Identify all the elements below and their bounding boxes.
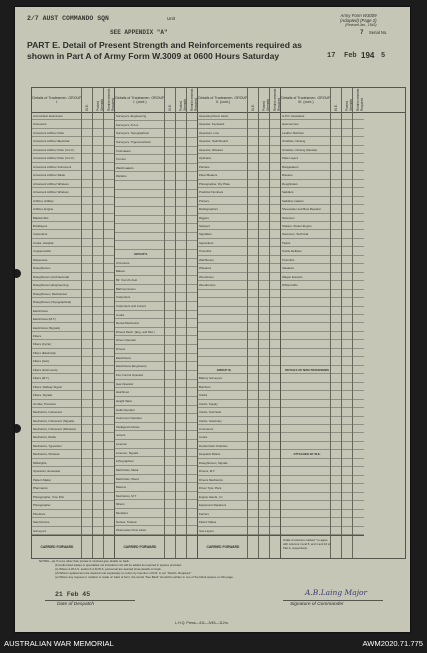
column-divider bbox=[103, 88, 104, 558]
carried-forward-values bbox=[331, 535, 364, 558]
column-divider bbox=[341, 88, 342, 558]
carried-forward-cell: Totals of columns marked * to agree with columns 4 and 5, and 1 and 10 of Part A, respectively. bbox=[281, 535, 331, 557]
printer-imprint: L.H.Q. Press—411—3/45—112m. bbox=[175, 621, 229, 625]
row-label: Armourers bbox=[116, 260, 130, 265]
notes-block bbox=[39, 560, 389, 580]
row-label: Surveyors bbox=[33, 528, 47, 533]
row-label: Wagon Erectors bbox=[282, 274, 303, 279]
carried-forward-values bbox=[248, 535, 281, 558]
row-label: Drivers, M.T. bbox=[199, 469, 216, 474]
row-label: Millwrights bbox=[33, 460, 47, 465]
row-label: Grinder, Precision bbox=[33, 401, 56, 406]
column-title: Details of Tradesmen. GROUP I. (cont.) bbox=[115, 96, 165, 104]
note-a: NOTES—(a) If more other than private is involved give details on back. bbox=[39, 559, 130, 563]
row-label: Photographer, Cine Film bbox=[33, 494, 65, 499]
row-label: Saddlers makers bbox=[282, 198, 304, 203]
row-label: Predictor Numbers bbox=[199, 190, 224, 195]
row-label: Fitters (Gun) bbox=[33, 359, 50, 364]
row-label: Bathroomsmen bbox=[116, 286, 136, 291]
column-divider bbox=[164, 88, 165, 558]
row-label: Ammunition Examiners bbox=[33, 114, 63, 118]
row-label: Fitters (Cycle) bbox=[33, 342, 51, 347]
column-title: Details of Tradesmen. GROUP III. (cont.) bbox=[281, 96, 331, 104]
carried-forward-values bbox=[165, 535, 198, 558]
row-label: Orderlies, Nursing (Mental) bbox=[282, 147, 317, 152]
note-c: (c) Where A.W.A.S. and/or A.A.M.W.S. personnel are desired show details on back. bbox=[55, 566, 162, 571]
row-label: Bakers bbox=[116, 269, 125, 274]
row-label: G.P.O. Assistants bbox=[282, 114, 305, 118]
column-divider bbox=[247, 88, 248, 558]
row-label: Draughtsmen (Engineering) bbox=[33, 283, 69, 288]
row-label: Drivers bbox=[116, 347, 126, 352]
row-label: Dental Mechanics bbox=[116, 321, 139, 326]
row-label: Battery Surveyors bbox=[199, 376, 222, 381]
row-label: Plate Layers bbox=[282, 156, 299, 161]
sub-header: Posted Strength bbox=[262, 98, 270, 111]
row-label: Surveyors, R.A.A. bbox=[116, 122, 139, 127]
row-label: Draughtsmen, Mechanical bbox=[33, 291, 67, 296]
row-label: Woodsmen bbox=[199, 274, 214, 279]
row-label: Mechanics, Radio bbox=[33, 435, 56, 440]
row-label: Armament Artificer Radio bbox=[33, 173, 66, 178]
row-label: Armament Artificer Wireless bbox=[33, 181, 69, 186]
row-label: Storemen bbox=[282, 215, 295, 220]
column-divider bbox=[352, 88, 353, 558]
despatch-line bbox=[45, 600, 135, 601]
row-label: Farriers bbox=[199, 511, 209, 516]
column-divider bbox=[197, 88, 198, 558]
document-sheet bbox=[15, 7, 410, 632]
row-label: Orderlies, Nursing bbox=[282, 139, 306, 144]
row-label: Pattern Maker bbox=[33, 477, 52, 482]
row-label: Panel Beaters bbox=[199, 173, 218, 178]
row-label: Gas Operator bbox=[116, 381, 134, 386]
row-label: Machinists, Metal bbox=[116, 467, 139, 472]
row-label: Fire Control Operator bbox=[116, 372, 144, 377]
row-label: Concretors bbox=[199, 427, 214, 432]
row-label: Stokers, Stoker Engine bbox=[282, 223, 312, 228]
unit-label: Unit bbox=[167, 16, 176, 21]
column-divider bbox=[81, 88, 82, 558]
row-label: Armament Artificer Wireless bbox=[33, 190, 69, 195]
row-label: Hatchmen bbox=[116, 390, 130, 395]
row-label: Operator, Switchboard bbox=[199, 139, 228, 144]
unit-name: 2/7 AUST COMMANDO SQN bbox=[27, 15, 109, 22]
row-label: Surveyors, Trigonometrical bbox=[116, 139, 151, 144]
column-divider bbox=[280, 88, 281, 558]
row-label: Cooks bbox=[116, 312, 125, 317]
commander-signature: A.B.Laing Major bbox=[305, 588, 368, 597]
row-label: Holla Operator bbox=[116, 407, 135, 412]
row-label: Fitters, Signals bbox=[33, 393, 53, 398]
row-label: GROUP III. bbox=[216, 367, 232, 372]
despatch-label: Date of Despatch bbox=[57, 602, 95, 607]
row-label: Mechanics, Instrument (Signals) bbox=[33, 418, 75, 423]
row-label: Instrument Operator bbox=[116, 416, 142, 421]
row-label: Nurses, Trained bbox=[116, 519, 137, 524]
row-label: Artificer, Artillery bbox=[33, 198, 54, 203]
row-label: Painters bbox=[199, 164, 210, 169]
date-year-digit: 5 bbox=[381, 52, 386, 60]
row-label: Fitters' Mates bbox=[199, 520, 217, 525]
carried-forward-cell: CARRIED FORWARD bbox=[32, 535, 82, 558]
row-label: Riggers bbox=[199, 215, 209, 220]
row-label: Clerks, Veterinary bbox=[199, 418, 222, 423]
row-label: Electricians (M.T.) bbox=[33, 317, 56, 322]
row-label: Operating Room Assts. bbox=[199, 114, 229, 118]
row-label: Fitters, Railway Signal bbox=[33, 384, 62, 389]
row-label: Armament Artificer Instrument bbox=[33, 164, 72, 169]
sub-header: W.E. bbox=[85, 104, 89, 111]
column-divider bbox=[186, 88, 187, 558]
serial-number-label: Serial No. bbox=[369, 30, 388, 35]
row-label: Miners bbox=[116, 502, 125, 507]
row-label: Operator, Wireless bbox=[199, 147, 223, 152]
appendix-note: SEE APPENDIX "A" bbox=[110, 29, 168, 36]
sub-header: Reinforcements Required bbox=[107, 88, 115, 111]
punch-hole bbox=[15, 269, 21, 278]
carried-forward-cell: CARRIED FORWARD bbox=[115, 535, 165, 558]
form-title: PART E. Detail of Present Strength and Reinforcements required as shown in Part A of Army Form W.3009 at 0600 Hours Saturday bbox=[27, 40, 302, 61]
row-label: Fitters (M.T.) bbox=[33, 376, 50, 381]
row-label: Height Taker bbox=[116, 398, 133, 403]
row-label: Driver Tpts. Plant bbox=[199, 486, 222, 491]
row-label: Clerks bbox=[199, 393, 208, 398]
row-label: Hammermen bbox=[282, 122, 299, 127]
row-label: Photographer, Dry Plate bbox=[199, 181, 230, 186]
row-label: Electricians bbox=[33, 308, 48, 313]
row-label: Linemen bbox=[116, 442, 128, 447]
row-label: Linemen, Signals bbox=[116, 450, 139, 455]
row-label: Carpenters bbox=[116, 295, 131, 300]
row-label: Watchmakers bbox=[116, 165, 134, 170]
row-label: Cooks, Hospital bbox=[33, 240, 54, 245]
row-label: Welders bbox=[116, 174, 127, 179]
row-label: Rangetakers bbox=[282, 164, 299, 169]
row-label: Saw Doctors bbox=[33, 520, 50, 525]
row-label: Butchers bbox=[199, 384, 211, 389]
row-label: Machinists, Wood bbox=[116, 476, 139, 481]
row-label: Draughtsmen (Architectural) bbox=[33, 274, 70, 279]
note-d: (d) Where replacement are desired note separately on return by insertion of R.R. in col. "Reinfs. Required." bbox=[55, 570, 192, 575]
row-label: Fitters (Electrical) bbox=[33, 350, 56, 355]
row-label: Textile Refitters bbox=[282, 249, 302, 254]
row-label: Lithographers bbox=[116, 459, 134, 464]
sub-header: W.E. bbox=[168, 104, 172, 111]
sub-header: Posted Strength bbox=[96, 98, 104, 111]
archive-label-left: AUSTRALIAN WAR MEMORIAL bbox=[4, 639, 114, 648]
row-label: Observation Post Assts. bbox=[116, 528, 147, 533]
row-label: Plumbers bbox=[33, 511, 46, 516]
row-label: Draughtsmen bbox=[33, 266, 51, 271]
row-label: Draughtsmen (Topographical) bbox=[33, 300, 72, 305]
row-label: Clerks, Technical bbox=[199, 410, 221, 415]
column-divider bbox=[175, 88, 176, 558]
row-label: Valuators bbox=[282, 266, 294, 271]
archive-label-right: AWM2020.71.775 bbox=[362, 639, 423, 648]
row-label: Armament Artificer Fitter bbox=[33, 130, 65, 135]
row-label: Armament Artificer Electrical bbox=[33, 139, 70, 144]
date-year: 194 bbox=[361, 51, 375, 60]
row-label: Wheelers bbox=[199, 266, 212, 271]
row-label: Signallers bbox=[199, 232, 212, 237]
row-label: Sawyers bbox=[199, 223, 211, 228]
row-label: ATTACHED BY W.E. bbox=[293, 452, 321, 457]
row-label: Fitters bbox=[33, 333, 42, 338]
row-label: Leather Stitchers bbox=[282, 130, 304, 135]
row-label: Signwriters bbox=[199, 240, 214, 245]
row-label: Gas Layers bbox=[199, 528, 214, 533]
punch-hole bbox=[15, 424, 21, 433]
row-label: Mechanics, Typewriter bbox=[33, 443, 62, 448]
row-label: Joiners bbox=[116, 433, 126, 438]
row-label: Electricians (Engineers) bbox=[116, 364, 147, 369]
row-label: Dental Clerk Orderlies bbox=[199, 443, 228, 448]
sub-header: Posted Strength bbox=[345, 98, 353, 111]
row-label: Armourers bbox=[33, 122, 47, 127]
row-label: Artificer, Engine bbox=[33, 207, 54, 212]
column-divider bbox=[114, 88, 115, 558]
sub-header: Reinforcements Required bbox=[273, 88, 281, 111]
row-label: Wall Borers bbox=[199, 257, 214, 262]
row-label: Electricians (Signals) bbox=[33, 325, 60, 330]
signature-label: Signature of Commander bbox=[290, 602, 344, 607]
sub-header: Posted Strength bbox=[179, 98, 187, 111]
form-reference bbox=[340, 13, 377, 28]
row-label: Mechanics, Instrument bbox=[33, 410, 63, 415]
row-label: Surveyors, Engineering bbox=[116, 114, 147, 118]
row-label: Toolmakers bbox=[116, 148, 131, 153]
row-label: Driver-Operator bbox=[116, 338, 137, 343]
row-label: Electricians bbox=[116, 355, 131, 360]
sub-header: W.E. bbox=[251, 104, 255, 111]
row-label: Despatch Riders bbox=[199, 452, 221, 457]
row-label: Mechanics, Wireless bbox=[33, 452, 60, 457]
column-title: Details of Tradesmen. GROUP II. (cont.) bbox=[198, 96, 248, 104]
row-label: Cooks bbox=[199, 435, 208, 440]
row-label: Blr. Comd's Asst. bbox=[116, 278, 138, 283]
sub-header: Reinforcements Required bbox=[190, 88, 198, 111]
row-label: Drivers Mechanics bbox=[199, 477, 223, 482]
row-label: Coppersmiths bbox=[33, 249, 51, 254]
row-label: Surveyors, Topographical bbox=[116, 131, 149, 136]
row-label: Mechanics, M.T. bbox=[116, 493, 137, 498]
column-title: Details of Tradesmen. GROUP I. bbox=[32, 96, 82, 104]
strength-table bbox=[31, 87, 406, 559]
date-day: 17 bbox=[327, 52, 336, 60]
row-label: Bricklayers bbox=[33, 223, 48, 228]
row-label: Radiographers bbox=[199, 207, 218, 212]
serial-number-value: 7 bbox=[360, 29, 364, 36]
row-label: Whitesmiths bbox=[282, 283, 298, 288]
column-divider bbox=[92, 88, 93, 558]
row-label: Tinsmiths bbox=[199, 249, 212, 254]
row-label: Mechanics, Instrument (Wireless) bbox=[33, 427, 76, 432]
row-label: Storemen, Technical bbox=[282, 232, 309, 237]
column-divider bbox=[269, 88, 270, 558]
despatch-date: 21 Feb 45 bbox=[55, 591, 91, 598]
row-label: Carpenters bbox=[33, 232, 48, 237]
row-label: GROUP II. bbox=[134, 252, 148, 257]
row-label: Opticians bbox=[199, 156, 212, 161]
column-divider bbox=[258, 88, 259, 558]
row-label: Intelligence Duties bbox=[116, 424, 140, 429]
row-label: Blacksmiths bbox=[33, 215, 49, 220]
carried-forward-cell: CARRIED FORWARD bbox=[198, 535, 248, 558]
note-e: (e) Where any request or notation is made on back of form, the words "See Back" should be written in one of the blank spaces on this page. bbox=[55, 574, 234, 579]
form-ref-line-1: Army Form W3009 bbox=[340, 13, 377, 18]
row-label: Equipment Repairers bbox=[199, 503, 227, 508]
row-label: Operators, Excavator bbox=[33, 469, 61, 474]
row-label: Dispensers bbox=[33, 257, 48, 262]
row-label: Roughriders bbox=[282, 181, 298, 186]
row-label: Woodturners bbox=[199, 283, 216, 288]
note-b: (b) Authorized trades or specialists not included in list will be added as required in spaces provided. bbox=[55, 562, 182, 567]
row-label: Armament Artificer Fitter (A.F.V.) bbox=[33, 156, 75, 161]
form-ref-line-2: (Adapted) (Page 2) bbox=[340, 18, 377, 23]
row-label: Operators, Line bbox=[199, 130, 219, 135]
row-label: Shoemaker and Boot Repairer bbox=[282, 207, 322, 212]
signature-line bbox=[283, 600, 383, 601]
row-label: Fitters (Instrument) bbox=[33, 367, 58, 372]
row-label: Photographer bbox=[33, 503, 51, 508]
form-ref-line-3: (Revised Jan., 1943) bbox=[345, 23, 377, 27]
row-label: Operator, Keyboard bbox=[199, 122, 225, 127]
row-label: Moulders bbox=[116, 511, 128, 516]
row-label: Tinsmiths bbox=[282, 257, 295, 262]
row-label: Drivers Mech. (Eng. and Mot.) bbox=[116, 329, 155, 334]
row-label: Draughtsmen, Signals bbox=[199, 460, 228, 465]
row-label: Armament Artificer Fitter (A.F.V.) bbox=[33, 147, 75, 152]
row-label: Turners bbox=[116, 157, 126, 162]
row-label: Pharmacist bbox=[33, 486, 48, 491]
row-label: Masons bbox=[116, 485, 127, 490]
table-header bbox=[32, 88, 405, 113]
carried-forward-values bbox=[82, 535, 115, 558]
row-label: Riveters bbox=[282, 173, 293, 178]
row-label: Carpenters and Joiners bbox=[116, 303, 147, 308]
row-label: Printers bbox=[199, 198, 209, 203]
sub-header: Reinforcements Required bbox=[356, 88, 364, 111]
row-label: Engine Hands, I.C. bbox=[199, 494, 224, 499]
sub-header: W.E. bbox=[334, 104, 338, 111]
row-label: DETAILS OF NON-TRADESMEN bbox=[285, 367, 329, 372]
row-label: Saddlers bbox=[282, 190, 294, 195]
row-label: Clerks, Supply bbox=[199, 401, 218, 406]
column-divider bbox=[330, 88, 331, 558]
date-month: Feb bbox=[344, 52, 357, 60]
row-label: Tailors bbox=[282, 240, 291, 245]
